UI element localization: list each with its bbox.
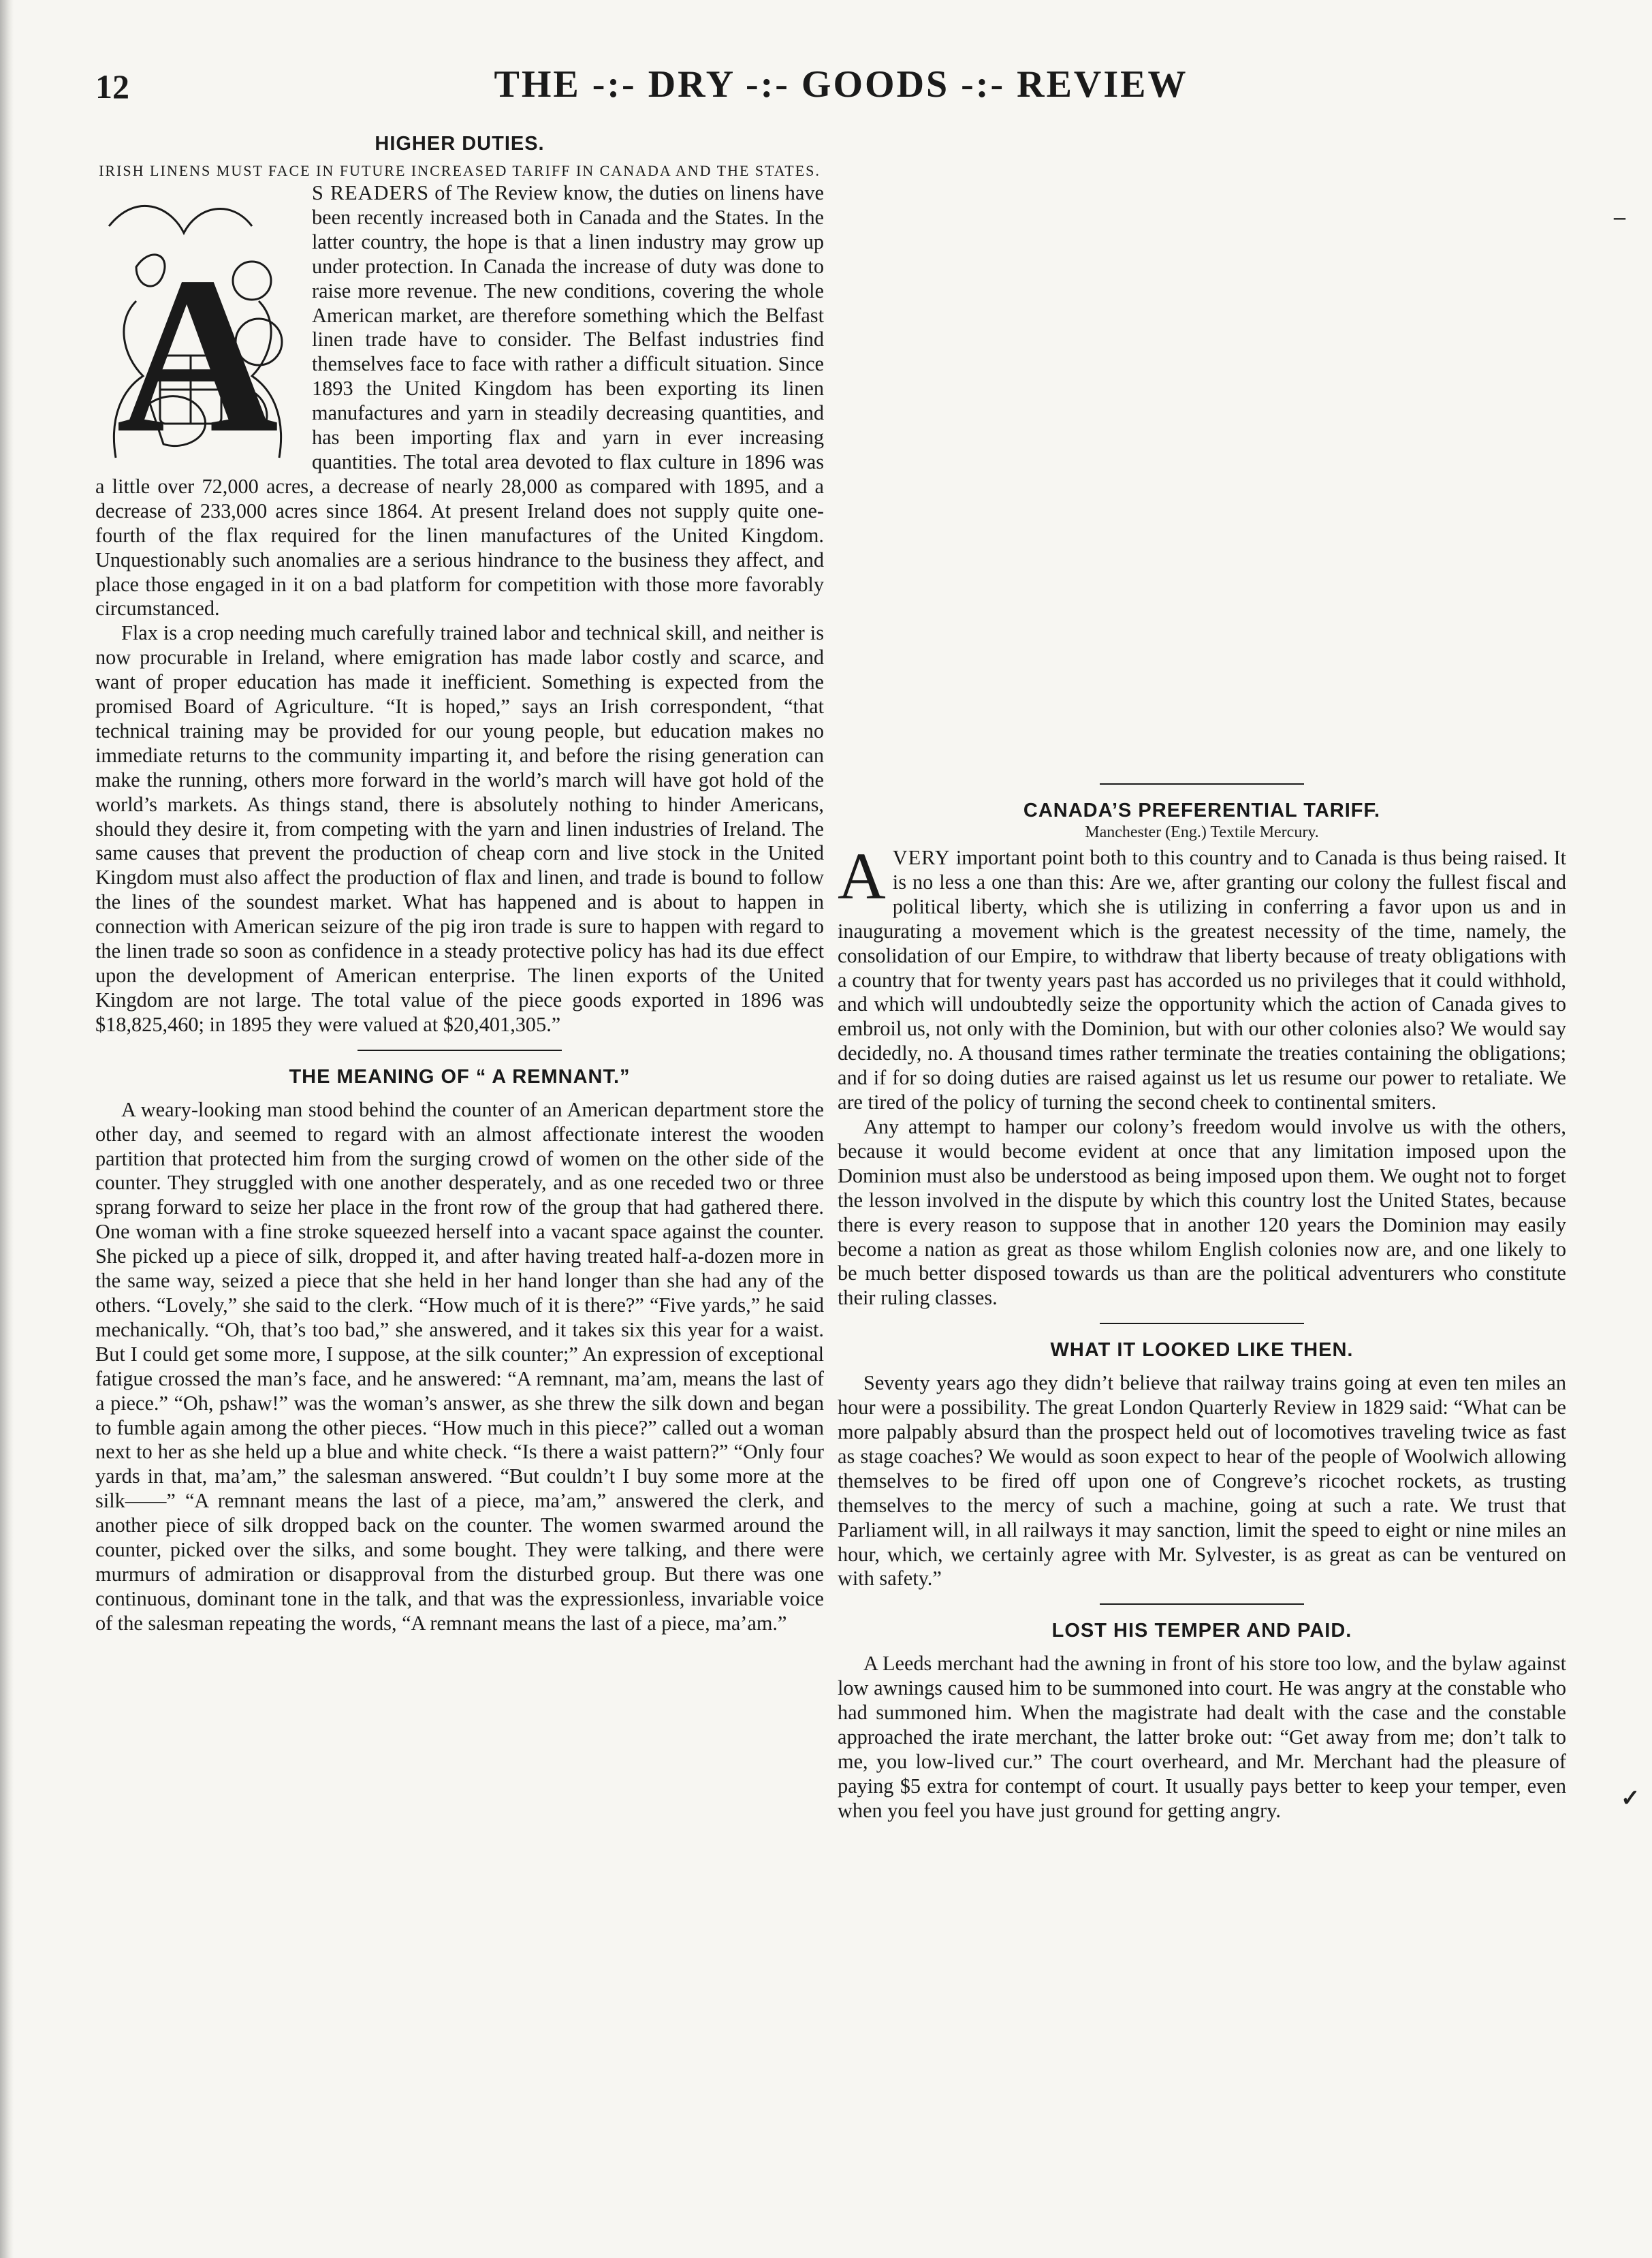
canada-source: Manchester (Eng.) Textile Mercury. xyxy=(1085,824,1319,841)
dropcap-letter: A xyxy=(838,840,886,913)
higher-duties-subheading: IRISH LINENS MUST FACE IN FUTURE INCREASED TARIFF IN CANADA AND THE STATES. xyxy=(99,162,821,179)
paragraph-text: important point both to this country and to Canada is thus being raised. It is no less a one than this: Are we, after granting our colony the fullest fiscal and political liberty, which she is utilizing in conferring a favor upon us and in inaugurating a movement which is the greatest necessity of the time, namely, the consolidation of our Empire, to withdraw that liberty because of treaty obligations with a country that for twenty years past has accorded us no privileges that it could withhold, and which will undoubtedly seize the opportunity which the action of Canada gives to embroil us, not only with the Dominion, but with our other colonies also? We would say decidedly, no. A thousand times rather terminate the treaties containing the obligations; and if for so doing duties are raised against us let us resume our power to retaliate. We are tired of the policy of turning the second cheek to continental smiters. xyxy=(838,846,1566,1114)
canada-heading: CANADA’S PREFERENTIAL TARIFF. xyxy=(1023,800,1381,821)
left-column xyxy=(95,133,824,1636)
lead-caps: S READERS xyxy=(312,181,430,204)
remnant-paragraph-1: A weary-looking man stood behind the counter of an American department store the other day, and seemed to regard with an almost affectionate interest the wooden partition that protected him from the surging crowd of women on the other side of the counter. They struggled with one another desperately, and as one receded two or three sprang forward to seize her place in the front row of the group that had gathered there. One woman with a fine stroke squeezed herself into a vacant space against the counter. She picked up a piece of silk, dropped it, and after having treated half-a-dozen more in the same way, seized a piece that she held in her hand longer than she had any of the others. “Lovely,” she said to the clerk. “How much of it is there?” “Five yards,” he said mechanically. “Oh, that’s too bad,” she answered, and it takes six this year for a waist. But I could get some more, I suppose, at the silk counter;” An expression of exceptional fatigue crossed the man’s face, and he answered: “A remnant, ma’am, means the last of a piece.” “Oh, pshaw!” was the woman’s answer, as she threw the silk down and began to fumble again among the other pieces. “How much in this piece?” called out a woman next to her as she held up a blue and white check. “Is there a waist pattern?” “Only four yards in that, ma’am,” the salesman answered. “But couldn’t I buy some more at the silk——” “A remnant means the last of a piece, ma’am,” answered the clerk, and another piece of silk dropped back on the counter. The women swarmed around the counter, picked over the silks, and some bought. They were talking, and there were murmurs of admiration or disapproval from the disturbed group. But there was one continuous, dominant tone in the talk, and that was the expressionless, invariable voice of the salesman repeating the words, “A remnant means the last of a piece, ma’am.” xyxy=(95,1097,824,1635)
canada-paragraph-2: Any attempt to hamper our colony’s freedom would involve us with the others, because it would become evident at once that any limitation imposed upon the Dominion must also be understood as being imposed upon them. We ought not to forget the lesson involved in the dispute by which this country lost the United States, because there is every reason to suppose that in another 120 years the Dominion may easily become a nation as great as those whilom English colonies now are, and one likely to be much better disposed towards us than are the political adventurers who constitute their ruling classes. xyxy=(838,1114,1566,1310)
higher-duties-paragraph-2: Flax is a crop needing much carefully trained labor and technical skill, and neither is now procurable in Ireland, where emigration has made labor costly and scarce, and want of proper education has made it inefficient. Something is expected from the promised Board of Agriculture. “It is hoped,” says an Irish correspondent, “that technical training may be provided for our young people, but education makes no immediate returns to the community imparting it, and before the rising generation can make the running, others more forward in the world’s march will have got hold of the world’s markets. As things stand, there is absolutely nothing to hinder Americans, should they desire it, from competing with the yarn and linen industries of Ireland. The same causes that prevent the production of cheap corn and live stock in the United Kingdom must also affect the production of flax and linen, and trade is bound to follow the lines of the soundest market. What has happened and is about to happen in connection with American seizure of the pig iron trade is sure to happen with regard to the linen trade so soon as confidence in a steady protective policy has had its due effect upon the development of American enterprise. The linen exports of the United Kingdom are not large. The total value of the piece goods exported in 1896 was $18,825,460; in 1895 they were valued at $20,401,305.” xyxy=(95,621,824,1036)
ornament-illustration xyxy=(95,185,300,471)
right-column xyxy=(838,783,1566,1823)
masthead: THE -:- DRY -:- GOODS -:- REVIEW xyxy=(494,63,1188,106)
section-divider xyxy=(1100,1323,1304,1324)
looked-heading: WHAT IT LOOKED LIKE THEN. xyxy=(1050,1339,1354,1362)
temper-heading: LOST HIS TEMPER AND PAID. xyxy=(1051,1620,1352,1642)
page-number: 12 xyxy=(95,67,129,106)
section-divider xyxy=(1100,1603,1304,1605)
ornamental-dropcap xyxy=(95,185,300,471)
temper-paragraph-1: A Leeds merchant had the awning in front of his store too low, and the bylaw against low awnings caused him to be summoned into court. He was angry at the constable who had summoned him. When the magistrate had dealt with the case and the constable approached the irate merchant, the latter broke out: “Get away from me; don’t talk to me, you low-lived cur.” The court overheard, and Mr. Merchant had the pleasure of paying $5 extra for contempt of court. It usually pays better to keep your temper, even when you feel you have just ground for getting angry. xyxy=(838,1652,1566,1822)
margin-mark: ✓ xyxy=(1621,1786,1640,1811)
section-divider xyxy=(1100,783,1304,785)
section-divider xyxy=(358,1050,562,1051)
margin-mark: – xyxy=(1614,204,1625,230)
page-edge-shadow xyxy=(0,0,14,2258)
lead-caps: VERY xyxy=(892,846,951,869)
remnant-heading: THE MEANING OF “ A REMNANT.” xyxy=(289,1065,631,1088)
canada-paragraph-1 xyxy=(838,840,1566,1115)
higher-duties-heading: HIGHER DUTIES. xyxy=(375,133,545,155)
paragraph-text: of The Review know, the duties on linens have been recently increased both in Canada and the States. In the latter country, the hope is that a linen industry may grow up under protection. In Canada the increase of duty was done to raise more revenue. The new conditions, covering the whole American market, are therefore something which the Belfast linen trade have to consider. The Belfast industries find themselves face to face with rather a difficult situation. Since 1893 the United Kingdom has been exporting its linen manufactures and yarn in steadily decreasing quantities, and has been importing flax and yarn in ever increasing quantities. The total area devoted to flax culture in 1896 was a little over 72,000 acres, a decrease of nearly 28,000 as compared with 1895, and a decrease of 233,000 acres since 1864. At present Ireland does not supply quite one-fourth of the flax required for the linen manufactures of the United Kingdom. Unquestionably such anomalies are a serious hindrance to the business they affect, and place those engaged in it on a bad platform for competition with those more favorably circumstanced. xyxy=(95,181,824,621)
dropcap-letter: A xyxy=(116,231,279,471)
looked-paragraph-1: Seventy years ago they didn’t believe that railway trains going at even ten miles an hour were a possibility. The great London Quarterly Review in 1829 said: “What can be more palpably absurd than the prospect held out of locomotives traveling twice as fast as stage coaches? We would as soon expect to hear of the people of Woolwich allowing themselves to be fired off upon one of Congreve’s ricochet rockets, as trusting themselves to the mercy of such a machine, going at such a rate. We trust that Parliament will, in all railways it may sanction, limit the speed to eight or nine miles an hour, which, we certainly agree with Mr. Sylvester, is as great as can be ventured on with safety.” xyxy=(838,1371,1566,1590)
